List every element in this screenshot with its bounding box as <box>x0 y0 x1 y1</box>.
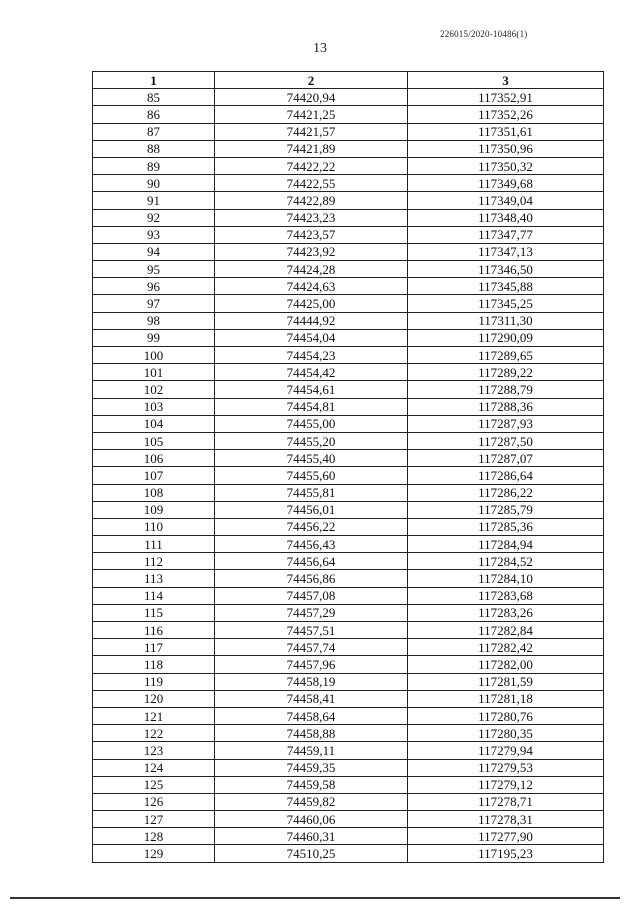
table-row <box>93 398 604 415</box>
point-number-cell: 106 <box>93 450 215 467</box>
document-id: 226015/2020-10486(1) <box>440 29 528 39</box>
y-coordinate-cell: 117288,36 <box>408 398 604 415</box>
table-row <box>93 673 604 690</box>
table-row <box>93 811 604 828</box>
y-coordinate-cell: 117284,52 <box>408 553 604 570</box>
table-row <box>93 518 604 535</box>
x-coordinate-cell: 74421,25 <box>215 106 408 123</box>
table-body <box>93 89 604 862</box>
point-number-cell: 87 <box>93 123 215 140</box>
point-number-cell: 98 <box>93 312 215 329</box>
y-coordinate-cell: 117279,12 <box>408 776 604 793</box>
x-coordinate-cell: 74420,94 <box>215 89 408 106</box>
y-coordinate-cell: 117285,79 <box>408 501 604 518</box>
x-coordinate-cell: 74457,29 <box>215 604 408 621</box>
point-number-cell: 108 <box>93 484 215 501</box>
x-coordinate-cell: 74425,00 <box>215 295 408 312</box>
y-coordinate-cell: 117347,77 <box>408 226 604 243</box>
point-number-cell: 100 <box>93 347 215 364</box>
x-coordinate-cell: 74454,42 <box>215 364 408 381</box>
y-coordinate-cell: 117279,94 <box>408 742 604 759</box>
x-coordinate-cell: 74455,20 <box>215 432 408 449</box>
table-row <box>93 312 604 329</box>
point-number-cell: 86 <box>93 106 215 123</box>
y-coordinate-cell: 117350,32 <box>408 157 604 174</box>
x-coordinate-cell: 74422,89 <box>215 192 408 209</box>
table-row <box>93 484 604 501</box>
point-number-cell: 121 <box>93 707 215 724</box>
x-coordinate-cell: 74424,63 <box>215 278 408 295</box>
table-row <box>93 329 604 346</box>
y-coordinate-cell: 117279,53 <box>408 759 604 776</box>
x-coordinate-cell: 74456,01 <box>215 501 408 518</box>
y-coordinate-cell: 117280,35 <box>408 725 604 742</box>
point-number-cell: 107 <box>93 467 215 484</box>
table-row <box>93 622 604 639</box>
y-coordinate-cell: 117289,22 <box>408 364 604 381</box>
y-coordinate-cell: 117281,18 <box>408 690 604 707</box>
table-header <box>93 72 604 89</box>
table-row <box>93 226 604 243</box>
point-number-cell: 99 <box>93 329 215 346</box>
point-number-cell: 113 <box>93 570 215 587</box>
x-coordinate-cell: 74444,92 <box>215 312 408 329</box>
y-coordinate-cell: 117287,07 <box>408 450 604 467</box>
y-coordinate-cell: 117280,76 <box>408 707 604 724</box>
table-row <box>93 192 604 209</box>
table-row <box>93 140 604 157</box>
y-coordinate-cell: 117277,90 <box>408 828 604 845</box>
page-number: 13 <box>313 41 327 56</box>
y-coordinate-cell: 117283,26 <box>408 604 604 621</box>
point-number-cell: 114 <box>93 587 215 604</box>
point-number-cell: 116 <box>93 622 215 639</box>
x-coordinate-cell: 74455,60 <box>215 467 408 484</box>
point-number-cell: 102 <box>93 381 215 398</box>
point-number-cell: 110 <box>93 518 215 535</box>
table-row <box>93 106 604 123</box>
point-number-cell: 95 <box>93 261 215 278</box>
coordinates-table <box>92 71 604 863</box>
point-number-cell: 120 <box>93 690 215 707</box>
y-coordinate-cell: 117350,96 <box>408 140 604 157</box>
table-row <box>93 381 604 398</box>
x-coordinate-cell: 74424,28 <box>215 261 408 278</box>
point-number-cell: 129 <box>93 845 215 862</box>
table-row <box>93 501 604 518</box>
point-number-cell: 92 <box>93 209 215 226</box>
y-coordinate-cell: 117311,30 <box>408 312 604 329</box>
point-number-cell: 93 <box>93 226 215 243</box>
table-row <box>93 570 604 587</box>
y-coordinate-cell: 117282,42 <box>408 639 604 656</box>
y-coordinate-cell: 117284,10 <box>408 570 604 587</box>
column-header-2: 2 <box>215 72 408 89</box>
table-row <box>93 157 604 174</box>
x-coordinate-cell: 74457,74 <box>215 639 408 656</box>
point-number-cell: 115 <box>93 604 215 621</box>
y-coordinate-cell: 117288,79 <box>408 381 604 398</box>
table-header-row <box>93 72 604 89</box>
y-coordinate-cell: 117278,31 <box>408 811 604 828</box>
y-coordinate-cell: 117345,25 <box>408 295 604 312</box>
x-coordinate-cell: 74459,35 <box>215 759 408 776</box>
point-number-cell: 122 <box>93 725 215 742</box>
x-coordinate-cell: 74421,89 <box>215 140 408 157</box>
y-coordinate-cell: 117286,64 <box>408 467 604 484</box>
table-row <box>93 432 604 449</box>
table-row <box>93 656 604 673</box>
y-coordinate-cell: 117195,23 <box>408 845 604 862</box>
x-coordinate-cell: 74456,22 <box>215 518 408 535</box>
x-coordinate-cell: 74458,41 <box>215 690 408 707</box>
y-coordinate-cell: 117287,93 <box>408 415 604 432</box>
table-row <box>93 742 604 759</box>
y-coordinate-cell: 117282,00 <box>408 656 604 673</box>
point-number-cell: 112 <box>93 553 215 570</box>
x-coordinate-cell: 74422,55 <box>215 175 408 192</box>
table-row <box>93 295 604 312</box>
y-coordinate-cell: 117349,68 <box>408 175 604 192</box>
y-coordinate-cell: 117287,50 <box>408 432 604 449</box>
point-number-cell: 125 <box>93 776 215 793</box>
table-row <box>93 123 604 140</box>
point-number-cell: 89 <box>93 157 215 174</box>
x-coordinate-cell: 74423,23 <box>215 209 408 226</box>
point-number-cell: 97 <box>93 295 215 312</box>
x-coordinate-cell: 74423,57 <box>215 226 408 243</box>
table-row <box>93 845 604 862</box>
table-row <box>93 364 604 381</box>
x-coordinate-cell: 74455,40 <box>215 450 408 467</box>
y-coordinate-cell: 117284,94 <box>408 536 604 553</box>
x-coordinate-cell: 74454,81 <box>215 398 408 415</box>
y-coordinate-cell: 117349,04 <box>408 192 604 209</box>
x-coordinate-cell: 74454,61 <box>215 381 408 398</box>
point-number-cell: 96 <box>93 278 215 295</box>
table-row <box>93 209 604 226</box>
x-coordinate-cell: 74455,00 <box>215 415 408 432</box>
x-coordinate-cell: 74458,88 <box>215 725 408 742</box>
y-coordinate-cell: 117278,71 <box>408 793 604 810</box>
table-row <box>93 536 604 553</box>
table-row <box>93 243 604 260</box>
bottom-rule <box>10 897 620 899</box>
point-number-cell: 85 <box>93 89 215 106</box>
table-row <box>93 415 604 432</box>
y-coordinate-cell: 117351,61 <box>408 123 604 140</box>
table-row <box>93 639 604 656</box>
table-row <box>93 759 604 776</box>
y-coordinate-cell: 117282,84 <box>408 622 604 639</box>
point-number-cell: 94 <box>93 243 215 260</box>
y-coordinate-cell: 117352,91 <box>408 89 604 106</box>
y-coordinate-cell: 117283,68 <box>408 587 604 604</box>
point-number-cell: 127 <box>93 811 215 828</box>
table-row <box>93 604 604 621</box>
point-number-cell: 118 <box>93 656 215 673</box>
y-coordinate-cell: 117281,59 <box>408 673 604 690</box>
x-coordinate-cell: 74457,51 <box>215 622 408 639</box>
x-coordinate-cell: 74456,64 <box>215 553 408 570</box>
y-coordinate-cell: 117286,22 <box>408 484 604 501</box>
point-number-cell: 111 <box>93 536 215 553</box>
point-number-cell: 119 <box>93 673 215 690</box>
y-coordinate-cell: 117285,36 <box>408 518 604 535</box>
table-row <box>93 793 604 810</box>
y-coordinate-cell: 117346,50 <box>408 261 604 278</box>
x-coordinate-cell: 74459,82 <box>215 793 408 810</box>
x-coordinate-cell: 74510,25 <box>215 845 408 862</box>
x-coordinate-cell: 74422,22 <box>215 157 408 174</box>
table-row <box>93 347 604 364</box>
table-row <box>93 261 604 278</box>
point-number-cell: 105 <box>93 432 215 449</box>
point-number-cell: 88 <box>93 140 215 157</box>
x-coordinate-cell: 74455,81 <box>215 484 408 501</box>
x-coordinate-cell: 74423,92 <box>215 243 408 260</box>
x-coordinate-cell: 74460,31 <box>215 828 408 845</box>
table-row <box>93 553 604 570</box>
table-row <box>93 467 604 484</box>
point-number-cell: 109 <box>93 501 215 518</box>
x-coordinate-cell: 74459,11 <box>215 742 408 759</box>
table-row <box>93 450 604 467</box>
x-coordinate-cell: 74456,43 <box>215 536 408 553</box>
x-coordinate-cell: 74457,96 <box>215 656 408 673</box>
point-number-cell: 91 <box>93 192 215 209</box>
point-number-cell: 104 <box>93 415 215 432</box>
table-row <box>93 587 604 604</box>
point-number-cell: 124 <box>93 759 215 776</box>
table-row <box>93 776 604 793</box>
point-number-cell: 117 <box>93 639 215 656</box>
y-coordinate-cell: 117290,09 <box>408 329 604 346</box>
y-coordinate-cell: 117348,40 <box>408 209 604 226</box>
x-coordinate-cell: 74458,19 <box>215 673 408 690</box>
point-number-cell: 101 <box>93 364 215 381</box>
y-coordinate-cell: 117289,65 <box>408 347 604 364</box>
point-number-cell: 128 <box>93 828 215 845</box>
y-coordinate-cell: 117347,13 <box>408 243 604 260</box>
point-number-cell: 90 <box>93 175 215 192</box>
x-coordinate-cell: 74459,58 <box>215 776 408 793</box>
column-header-3: 3 <box>408 72 604 89</box>
point-number-cell: 123 <box>93 742 215 759</box>
point-number-cell: 103 <box>93 398 215 415</box>
point-number-cell: 126 <box>93 793 215 810</box>
y-coordinate-cell: 117352,26 <box>408 106 604 123</box>
table-row <box>93 707 604 724</box>
x-coordinate-cell: 74458,64 <box>215 707 408 724</box>
y-coordinate-cell: 117345,88 <box>408 278 604 295</box>
x-coordinate-cell: 74454,04 <box>215 329 408 346</box>
x-coordinate-cell: 74421,57 <box>215 123 408 140</box>
table-row <box>93 278 604 295</box>
x-coordinate-cell: 74460,06 <box>215 811 408 828</box>
x-coordinate-cell: 74454,23 <box>215 347 408 364</box>
x-coordinate-cell: 74457,08 <box>215 587 408 604</box>
table-row <box>93 828 604 845</box>
table-row <box>93 725 604 742</box>
column-header-1: 1 <box>93 72 215 89</box>
table-row <box>93 89 604 106</box>
table-row <box>93 690 604 707</box>
x-coordinate-cell: 74456,86 <box>215 570 408 587</box>
table-row <box>93 175 604 192</box>
